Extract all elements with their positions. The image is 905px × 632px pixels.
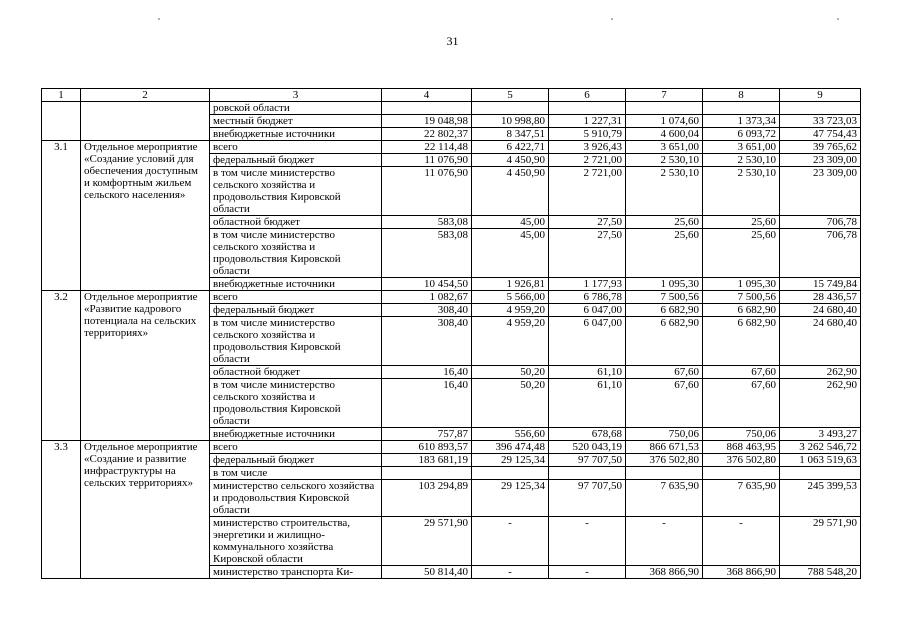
column-header: 8 (703, 89, 780, 102)
item-number: 3.1 (42, 141, 81, 291)
value-cell: - (549, 566, 626, 579)
value-cell: 750,06 (703, 428, 780, 441)
value-cell: 396 474,48 (472, 441, 549, 454)
scan-speck (611, 18, 613, 20)
value-cell: 50,20 (472, 366, 549, 379)
value-cell: 27,50 (549, 229, 626, 278)
value-cell: 39 765,62 (780, 141, 861, 154)
value-cell: 25,60 (626, 216, 703, 229)
funding-source: министерство транспорта Ки- (210, 566, 382, 579)
value-cell: 23 309,00 (780, 154, 861, 167)
value-cell: 6 682,90 (626, 304, 703, 317)
funding-source: всего (210, 441, 382, 454)
value-cell: 11 076,90 (382, 167, 472, 216)
value-cell: 4 450,90 (472, 154, 549, 167)
page-number: 31 (446, 34, 459, 48)
value-cell: 368 866,90 (703, 566, 780, 579)
value-cell: 45,00 (472, 216, 549, 229)
funding-source: областной бюджет (210, 216, 382, 229)
funding-source: в том числе министерство сельского хозяйства и продовольствия Кировской области (210, 167, 382, 216)
item-name: Отдельное мероприятие «Развитие кадрового потенциала на сельских территориях» (81, 291, 210, 441)
value-cell: 50,20 (472, 379, 549, 428)
value-cell: 25,60 (626, 229, 703, 278)
value-cell: 308,40 (382, 304, 472, 317)
value-cell: - (703, 517, 780, 566)
scan-speck (837, 18, 839, 20)
funding-source: местный бюджет (210, 115, 382, 128)
value-cell: 1 177,93 (549, 278, 626, 291)
value-cell: 28 436,57 (780, 291, 861, 304)
value-cell: 5 566,00 (472, 291, 549, 304)
value-cell: 1 373,34 (703, 115, 780, 128)
column-header: 4 (382, 89, 472, 102)
value-cell: 6 047,00 (549, 304, 626, 317)
value-cell: 61,10 (549, 379, 626, 428)
value-cell: 4 959,20 (472, 304, 549, 317)
value-cell: 183 681,19 (382, 454, 472, 467)
value-cell: 1 063 519,63 (780, 454, 861, 467)
value-cell: 27,50 (549, 216, 626, 229)
value-cell: 6 047,00 (549, 317, 626, 366)
funding-source: федеральный бюджет (210, 154, 382, 167)
column-header: 2 (81, 89, 210, 102)
item-name: Отдельное мероприятие «Создание и развитие инфраструктуры на сельских территориях» (81, 441, 210, 579)
budget-table (41, 88, 861, 579)
value-cell: 3 493,27 (780, 428, 861, 441)
value-cell: 1 074,60 (626, 115, 703, 128)
value-cell (703, 102, 780, 115)
value-cell: 610 893,57 (382, 441, 472, 454)
value-cell: 2 530,10 (626, 167, 703, 216)
value-cell: 4 450,90 (472, 167, 549, 216)
value-cell: 50 814,40 (382, 566, 472, 579)
funding-source: всего (210, 141, 382, 154)
value-cell: 868 463,95 (703, 441, 780, 454)
value-cell (626, 102, 703, 115)
value-cell: 262,90 (780, 379, 861, 428)
funding-source: министерство строительства, энергетики и жилищно-коммунального хозяйства Кировской области (210, 517, 382, 566)
item-name: Отдельное мероприятие «Создание условий для обеспечения доступным и комфортным жильем сельского населения» (81, 141, 210, 291)
value-cell: 45,00 (472, 229, 549, 278)
value-cell: 67,60 (626, 366, 703, 379)
value-cell: 67,60 (703, 366, 780, 379)
value-cell: - (472, 517, 549, 566)
item-name-cell (81, 102, 210, 141)
value-cell: 23 309,00 (780, 167, 861, 216)
value-cell: 6 093,72 (703, 128, 780, 141)
value-cell: 10 454,50 (382, 278, 472, 291)
value-cell: 750,06 (626, 428, 703, 441)
column-header: 6 (549, 89, 626, 102)
value-cell: - (549, 517, 626, 566)
funding-source: федеральный бюджет (210, 304, 382, 317)
value-cell: 25,60 (703, 229, 780, 278)
funding-source: внебюджетные источники (210, 278, 382, 291)
value-cell (626, 467, 703, 480)
value-cell: 4 959,20 (472, 317, 549, 366)
funding-source: в том числе министерство сельского хозяйства и продовольствия Кировской области (210, 379, 382, 428)
funding-source: в том числе (210, 467, 382, 480)
value-cell: 2 530,10 (703, 154, 780, 167)
value-cell: 25,60 (703, 216, 780, 229)
column-header: 7 (626, 89, 703, 102)
value-cell: 61,10 (549, 366, 626, 379)
value-cell (382, 467, 472, 480)
value-cell: 11 076,90 (382, 154, 472, 167)
value-cell: - (472, 566, 549, 579)
value-cell: 5 910,79 (549, 128, 626, 141)
column-header: 5 (472, 89, 549, 102)
value-cell (382, 102, 472, 115)
value-cell (472, 467, 549, 480)
value-cell: 1 095,30 (626, 278, 703, 291)
value-cell: 3 651,00 (626, 141, 703, 154)
table-row (42, 141, 861, 154)
value-cell: 10 998,80 (472, 115, 549, 128)
value-cell: 22 114,48 (382, 141, 472, 154)
value-cell: 6 786,78 (549, 291, 626, 304)
value-cell: 29 571,90 (780, 517, 861, 566)
value-cell: 556,60 (472, 428, 549, 441)
funding-source: министерство сельского хозяйства и продовольствия Кировской области (210, 480, 382, 517)
value-cell: 33 723,03 (780, 115, 861, 128)
value-cell: 7 635,90 (626, 480, 703, 517)
funding-source: внебюджетные источники (210, 428, 382, 441)
value-cell: 19 048,98 (382, 115, 472, 128)
value-cell: 2 721,00 (549, 154, 626, 167)
value-cell: 1 227,31 (549, 115, 626, 128)
value-cell: 3 926,43 (549, 141, 626, 154)
item-number: 3.2 (42, 291, 81, 441)
value-cell: 29 125,34 (472, 480, 549, 517)
funding-source: в том числе министерство сельского хозяйства и продовольствия Кировской области (210, 229, 382, 278)
funding-source: ровской области (210, 102, 382, 115)
value-cell: 15 749,84 (780, 278, 861, 291)
value-cell: 97 707,50 (549, 454, 626, 467)
value-cell (549, 467, 626, 480)
value-cell: 1 082,67 (382, 291, 472, 304)
value-cell: 6 682,90 (703, 304, 780, 317)
value-cell: 788 548,20 (780, 566, 861, 579)
funding-source: федеральный бюджет (210, 454, 382, 467)
table-row (42, 291, 861, 304)
value-cell: 29 125,34 (472, 454, 549, 467)
value-cell: 6 682,90 (703, 317, 780, 366)
value-cell: 2 530,10 (703, 167, 780, 216)
value-cell: 866 671,53 (626, 441, 703, 454)
column-header: 1 (42, 89, 81, 102)
value-cell (780, 467, 861, 480)
funding-source: в том числе министерство сельского хозяйства и продовольствия Кировской области (210, 317, 382, 366)
value-cell: 706,78 (780, 229, 861, 278)
value-cell: 376 502,80 (626, 454, 703, 467)
funding-source: областной бюджет (210, 366, 382, 379)
value-cell: 6 422,71 (472, 141, 549, 154)
column-header: 3 (210, 89, 382, 102)
value-cell: 24 680,40 (780, 304, 861, 317)
value-cell: 97 707,50 (549, 480, 626, 517)
table-row (42, 102, 861, 115)
table-row (42, 441, 861, 454)
value-cell: 245 399,53 (780, 480, 861, 517)
value-cell: 4 600,04 (626, 128, 703, 141)
value-cell: 16,40 (382, 366, 472, 379)
value-cell: 7 635,90 (703, 480, 780, 517)
value-cell: 29 571,90 (382, 517, 472, 566)
value-cell: 16,40 (382, 379, 472, 428)
value-cell: 67,60 (703, 379, 780, 428)
value-cell: 3 651,00 (703, 141, 780, 154)
value-cell: 103 294,89 (382, 480, 472, 517)
value-cell: 3 262 546,72 (780, 441, 861, 454)
value-cell: 2 530,10 (626, 154, 703, 167)
value-cell: 67,60 (626, 379, 703, 428)
value-cell: 2 721,00 (549, 167, 626, 216)
value-cell: 757,87 (382, 428, 472, 441)
value-cell: 7 500,56 (626, 291, 703, 304)
value-cell: 706,78 (780, 216, 861, 229)
value-cell: 1 095,30 (703, 278, 780, 291)
column-header: 9 (780, 89, 861, 102)
value-cell: 22 802,37 (382, 128, 472, 141)
value-cell: - (626, 517, 703, 566)
value-cell: 24 680,40 (780, 317, 861, 366)
funding-source: всего (210, 291, 382, 304)
value-cell: 583,08 (382, 216, 472, 229)
funding-source: внебюджетные источники (210, 128, 382, 141)
value-cell (780, 102, 861, 115)
value-cell (549, 102, 626, 115)
item-number: 3.3 (42, 441, 81, 579)
value-cell: 308,40 (382, 317, 472, 366)
value-cell (472, 102, 549, 115)
value-cell: 678,68 (549, 428, 626, 441)
value-cell: 262,90 (780, 366, 861, 379)
value-cell: 520 043,19 (549, 441, 626, 454)
value-cell: 8 347,51 (472, 128, 549, 141)
item-number-cell (42, 102, 81, 141)
value-cell: 6 682,90 (626, 317, 703, 366)
value-cell (703, 467, 780, 480)
value-cell: 7 500,56 (703, 291, 780, 304)
scan-speck (158, 18, 160, 20)
value-cell: 368 866,90 (626, 566, 703, 579)
value-cell: 47 754,43 (780, 128, 861, 141)
value-cell: 376 502,80 (703, 454, 780, 467)
value-cell: 1 926,81 (472, 278, 549, 291)
header-row (42, 89, 861, 102)
value-cell: 583,08 (382, 229, 472, 278)
